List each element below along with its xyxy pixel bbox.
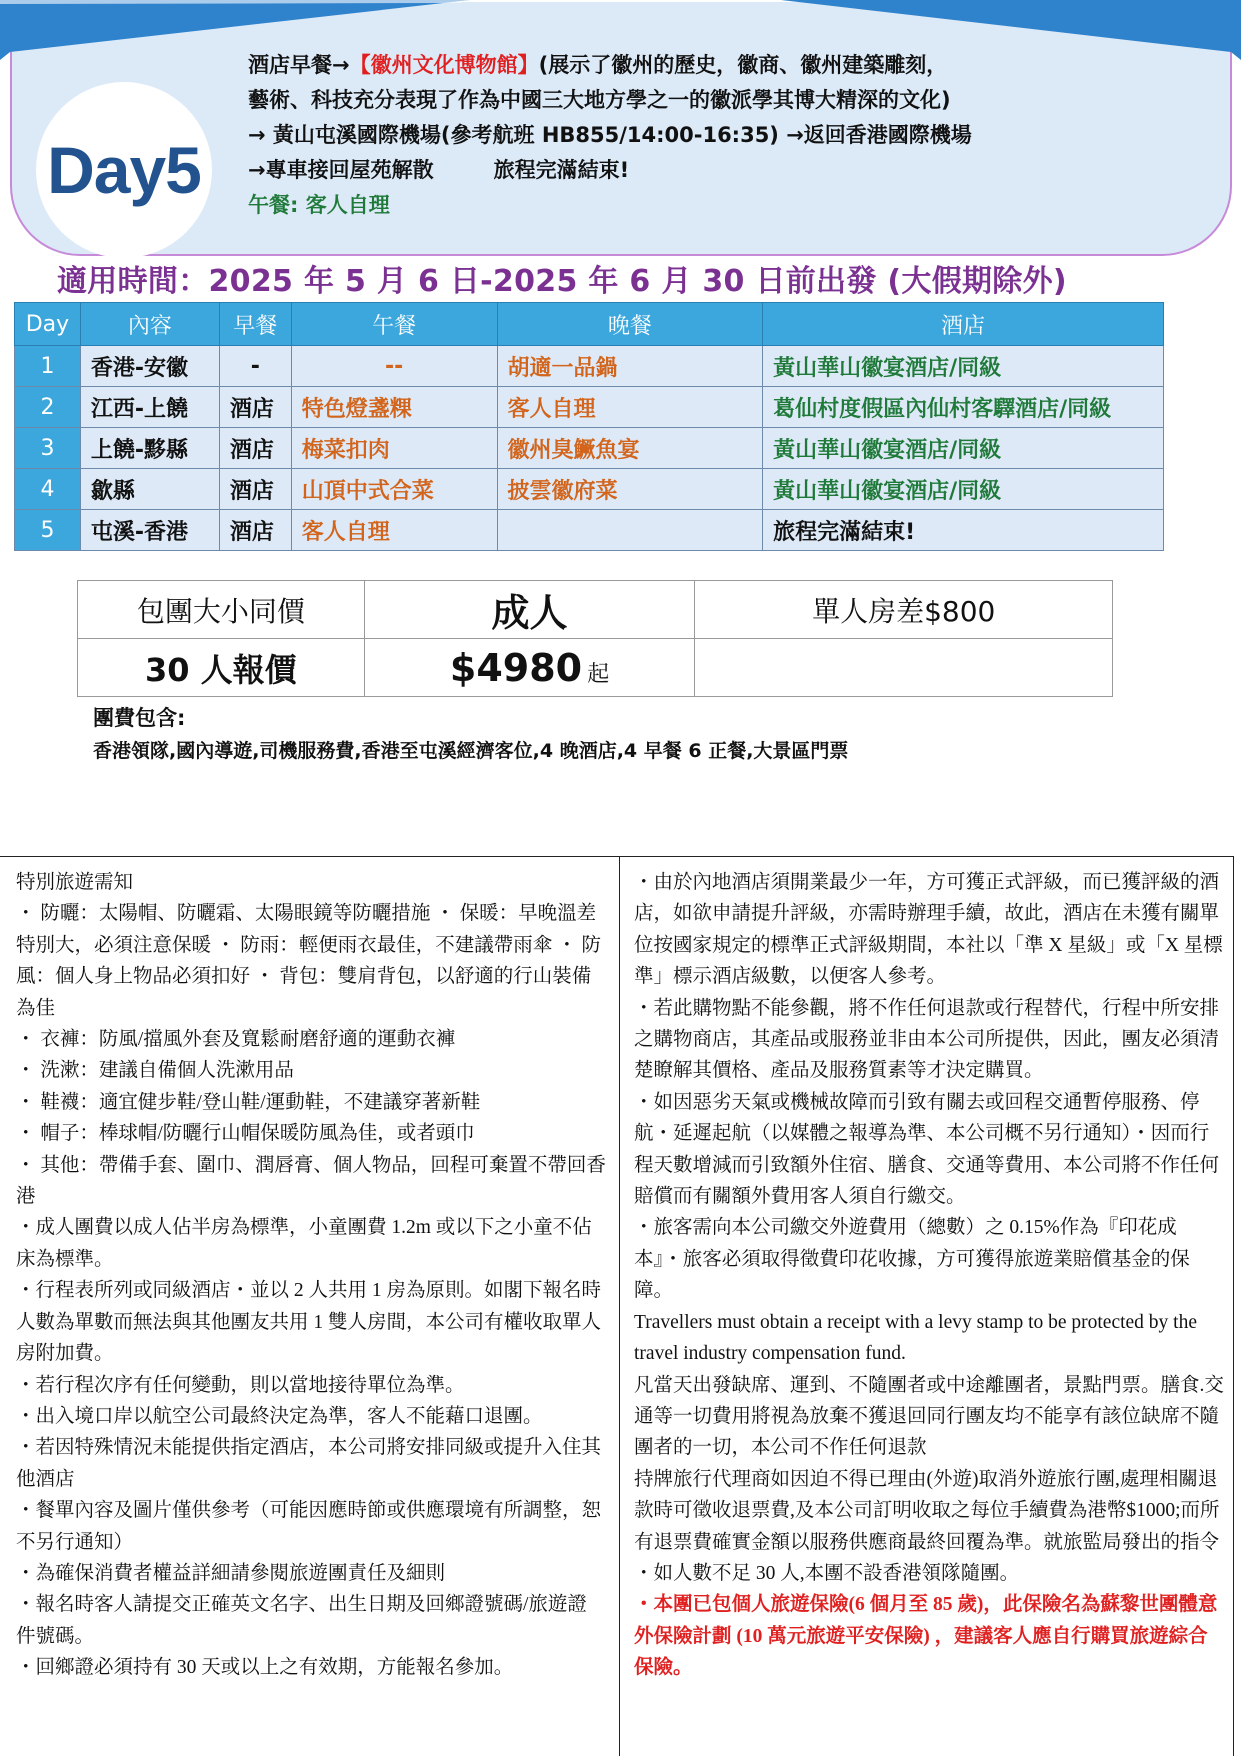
insurance-warning: ・本團已包個人旅遊保險(6 個月至 85 歲)，此保險名為蘇黎世團體意外保險計劃 (10 萬元旅遊平安保險) ，建議客人應自行購買旅遊綜合保險。 <box>634 1594 1218 1679</box>
note-item: ・若此購物點不能參觀，將不作任何退款或行程替代，行程中所安排之購物商店，其產品或服務並非由本公司所提供，因此，團友必須清楚瞭解其價格、產品及服務質素等才決定購買。 <box>634 997 1220 1082</box>
row-day: 3 <box>15 428 81 469</box>
row-hotel: 黃山華山徽宴酒店/同級 <box>763 469 1164 510</box>
row-content: 歙縣 <box>80 469 219 510</box>
row-breakfast: 酒店 <box>219 469 291 510</box>
note-item: ・由於內地酒店須開業最少一年，方可獲正式評級，而已獲評級的酒店，如欲申請提升評級，亦需時辦理手續，故此，酒店在未獲有關單位按國家規定的標準正式評級期間，本社以「準 X 星級」或「X 星標準」標示酒店級數，以便客人參考。 <box>634 872 1223 988</box>
notes-right-column <box>634 867 1224 1684</box>
price-suffix: 起 <box>587 661 610 687</box>
notes-right-border <box>1233 857 1234 1756</box>
price-table <box>77 580 1113 697</box>
row-dinner: 胡適一品鍋 <box>497 346 763 387</box>
price-quote-label: 30 人報價 <box>78 639 365 697</box>
row-dinner <box>497 510 763 551</box>
row-lunch: 梅菜扣肉 <box>291 428 497 469</box>
row-day: 4 <box>15 469 81 510</box>
note-item: ・ 鞋襪：適宜健步鞋/登山鞋/運動鞋，不建議穿著新鞋 <box>16 1091 481 1113</box>
note-item: 凡當天出發缺席、運到、不隨團者或中途離團者，景點門票。膳食.交通等一切費用將視為放棄不獲退回同行團友均不能享有該位缺席不隨團者的一切，本公司不作任何退款 <box>634 1374 1224 1459</box>
note-item: ・ 防曬：太陽帽、防曬霜、太陽眼鏡等防曬措施 ・ 保暖：早晚溫差特別大，必須注意保暖 ・ 防雨：輕便雨衣最佳，不建議帶雨傘 ・ 防風：個人身上物品必須扣好 ・ 背包：雙肩背包，以舒適的行山裝備為佳 <box>16 903 602 1019</box>
row-breakfast: 酒店 <box>219 428 291 469</box>
note-item: ・為確保消費者權益詳細請參閱旅遊團責任及細則 <box>16 1562 446 1584</box>
price-empty-cell <box>695 639 1113 697</box>
day-line-4-b: 旅程完滿結束! <box>493 158 630 182</box>
row-dinner: 披雲徽府菜 <box>497 469 763 510</box>
note-item: ・若行程次序有任何變動，則以當地接待單位為準。 <box>16 1374 465 1396</box>
table-row <box>15 469 1164 510</box>
row-hotel: 葛仙村度假區內仙村客驛酒店/同級 <box>763 387 1164 428</box>
row-hotel: 黃山華山徽宴酒店/同級 <box>763 428 1164 469</box>
row-lunch: 客人自理 <box>291 510 497 551</box>
included-text: 香港領隊,國內導遊,司機服務費,香港至屯溪經濟客位,4 晚酒店,4 早餐 6 正餐,大景區門票 <box>93 740 849 762</box>
row-breakfast: 酒店 <box>219 387 291 428</box>
day-badge <box>36 82 212 258</box>
row-lunch: 特色燈盞粿 <box>291 387 497 428</box>
validity-period: 適用時間：2025 年 5 月 6 日-2025 年 6 月 30 日前出發 (大假期除外) <box>57 264 1067 299</box>
included-title: 團費包含: <box>93 706 186 730</box>
note-item: ・旅客需向本公司繳交外遊費用（總數）之 0.15%作為『印花成本』・旅客必須取得徵費印花收據，方可獲得旅遊業賠償基金的保障。 <box>634 1217 1190 1302</box>
row-content: 屯溪-香港 <box>80 510 219 551</box>
table-row <box>15 510 1164 551</box>
museum-highlight: 【徽州文化博物館】 <box>349 53 539 77</box>
note-item: ・餐單內容及圖片僅供參考（可能因應時節或供應環境有所調整，恕不另行通知） <box>16 1500 602 1553</box>
note-item: ・成人團費以成人佔半房為標準，小童團費 1.2m 或以下之小童不佔床為標準。 <box>16 1217 592 1270</box>
note-item: 持牌旅行代理商如因迫不得已理由(外遊)取消外遊旅行團,處理相關退款時可徵收退票費,及本公司訂明收取之每位手續費為港幣$1000;而所有退票費確實金額以服務供應商最終回覆為準。就旅監局發出的指令 <box>634 1468 1220 1553</box>
note-item: ・回鄉證必須持有 30 天或以上之有效期，方能報名參加。 <box>16 1657 514 1679</box>
note-item: ・報名時客人請提交正確英文名字、出生日期及回鄉證號碼/旅遊證件號碼。 <box>16 1594 587 1647</box>
header-dinner: 晚餐 <box>497 303 763 346</box>
note-item: ・如人數不足 30 人,本團不設香港領隊隨團。 <box>634 1562 1020 1584</box>
itinerary-header-row <box>15 303 1164 346</box>
note-item: ・行程表所列或同級酒店・並以 2 人共用 1 房為原則。如閣下報名時人數為單數而無法與其他團友共用 1 雙人房間，本公司有權收取單人房附加費。 <box>16 1280 602 1365</box>
notes-left-column <box>16 867 606 1684</box>
table-row <box>15 346 1164 387</box>
row-content: 上饒-黟縣 <box>80 428 219 469</box>
day-line-5: 午餐: 客人自理 <box>248 193 390 217</box>
row-lunch: 山頂中式合菜 <box>291 469 497 510</box>
header-hotel: 酒店 <box>763 303 1164 346</box>
day-label: Day5 <box>47 133 201 207</box>
price-group-label: 包團大小同價 <box>78 581 365 639</box>
row-day: 1 <box>15 346 81 387</box>
header-day: Day <box>15 303 81 346</box>
note-item: Travellers must obtain a receipt with a levy stamp to be protected by the travel industry compensation fund. <box>634 1311 1198 1365</box>
day-line-4 <box>248 157 629 183</box>
day-line-1 <box>248 52 947 78</box>
row-hotel: 旅程完滿結束! <box>763 510 1164 551</box>
header-lunch: 午餐 <box>291 303 497 346</box>
row-hotel: 黃山華山徽宴酒店/同級 <box>763 346 1164 387</box>
note-item: ・ 衣褲：防風/擋風外套及寬鬆耐磨舒適的運動衣褲 <box>16 1029 456 1051</box>
note-item: ・出入境口岸以航空公司最終決定為準，客人不能藉口退團。 <box>16 1405 543 1427</box>
price-amount: $4980 <box>449 645 583 690</box>
row-dinner: 客人自理 <box>497 387 763 428</box>
day-line-3: → 黃山屯溪國際機場(參考航班 HB855/14:00-16:35) →返回香港國際機場 <box>248 123 972 147</box>
row-breakfast: - <box>219 346 291 387</box>
row-lunch: -- <box>291 346 497 387</box>
price-adult-cell <box>364 639 695 697</box>
row-day: 2 <box>15 387 81 428</box>
note-title: 特別旅遊需知 <box>16 872 134 893</box>
single-supplement: 單人房差$800 <box>695 581 1113 639</box>
table-row <box>15 387 1164 428</box>
row-dinner: 徽州臭鱖魚宴 <box>497 428 763 469</box>
row-breakfast: 酒店 <box>219 510 291 551</box>
day-line-1-suffix: (展示了徽州的歷史，徽商、徽州建築雕刻， <box>538 53 948 77</box>
notes-divider <box>619 857 620 1756</box>
day-line-2: 藝術、科技充分表現了作為中國三大地方學之一的徽派學其博大精深的文化) <box>248 88 951 112</box>
row-content: 香港-安徽 <box>80 346 219 387</box>
row-day: 5 <box>15 510 81 551</box>
row-content: 江西-上饒 <box>80 387 219 428</box>
header-content: 內容 <box>80 303 219 346</box>
itinerary-table <box>14 302 1164 551</box>
day-line-1-prefix: 酒店早餐→ <box>248 53 350 77</box>
note-item: ・ 其他：帶備手套、圍巾、潤唇膏、個人物品，回程可棄置不帶回香港 <box>16 1154 606 1208</box>
day-line-4-a: →專車接回屋苑解散 <box>248 158 434 182</box>
table-row <box>15 428 1164 469</box>
note-item: ・ 帽子：棒球帽/防曬行山帽保暖防風為佳，或者頭巾 <box>16 1123 475 1145</box>
price-adult-label: 成人 <box>364 581 695 639</box>
note-item: ・若因特殊情況未能提供指定酒店，本公司將安排同級或提升入住其他酒店 <box>16 1437 602 1490</box>
note-item: ・如因惡劣天氣或機械故障而引致有關去或回程交通暫停服務、停航・延遲起航（以媒體之報導為準、本公司概不另行通知）・因而行程天數增減而引致額外住宿、膳食、交通等費用、本公司將不作任何賠償而有關額外費用客人須自行繳交。 <box>634 1091 1220 1208</box>
header-breakfast: 早餐 <box>219 303 291 346</box>
note-item: ・ 洗漱：建議自備個人洗漱用品 <box>16 1060 294 1082</box>
notes-section <box>0 856 1234 1756</box>
